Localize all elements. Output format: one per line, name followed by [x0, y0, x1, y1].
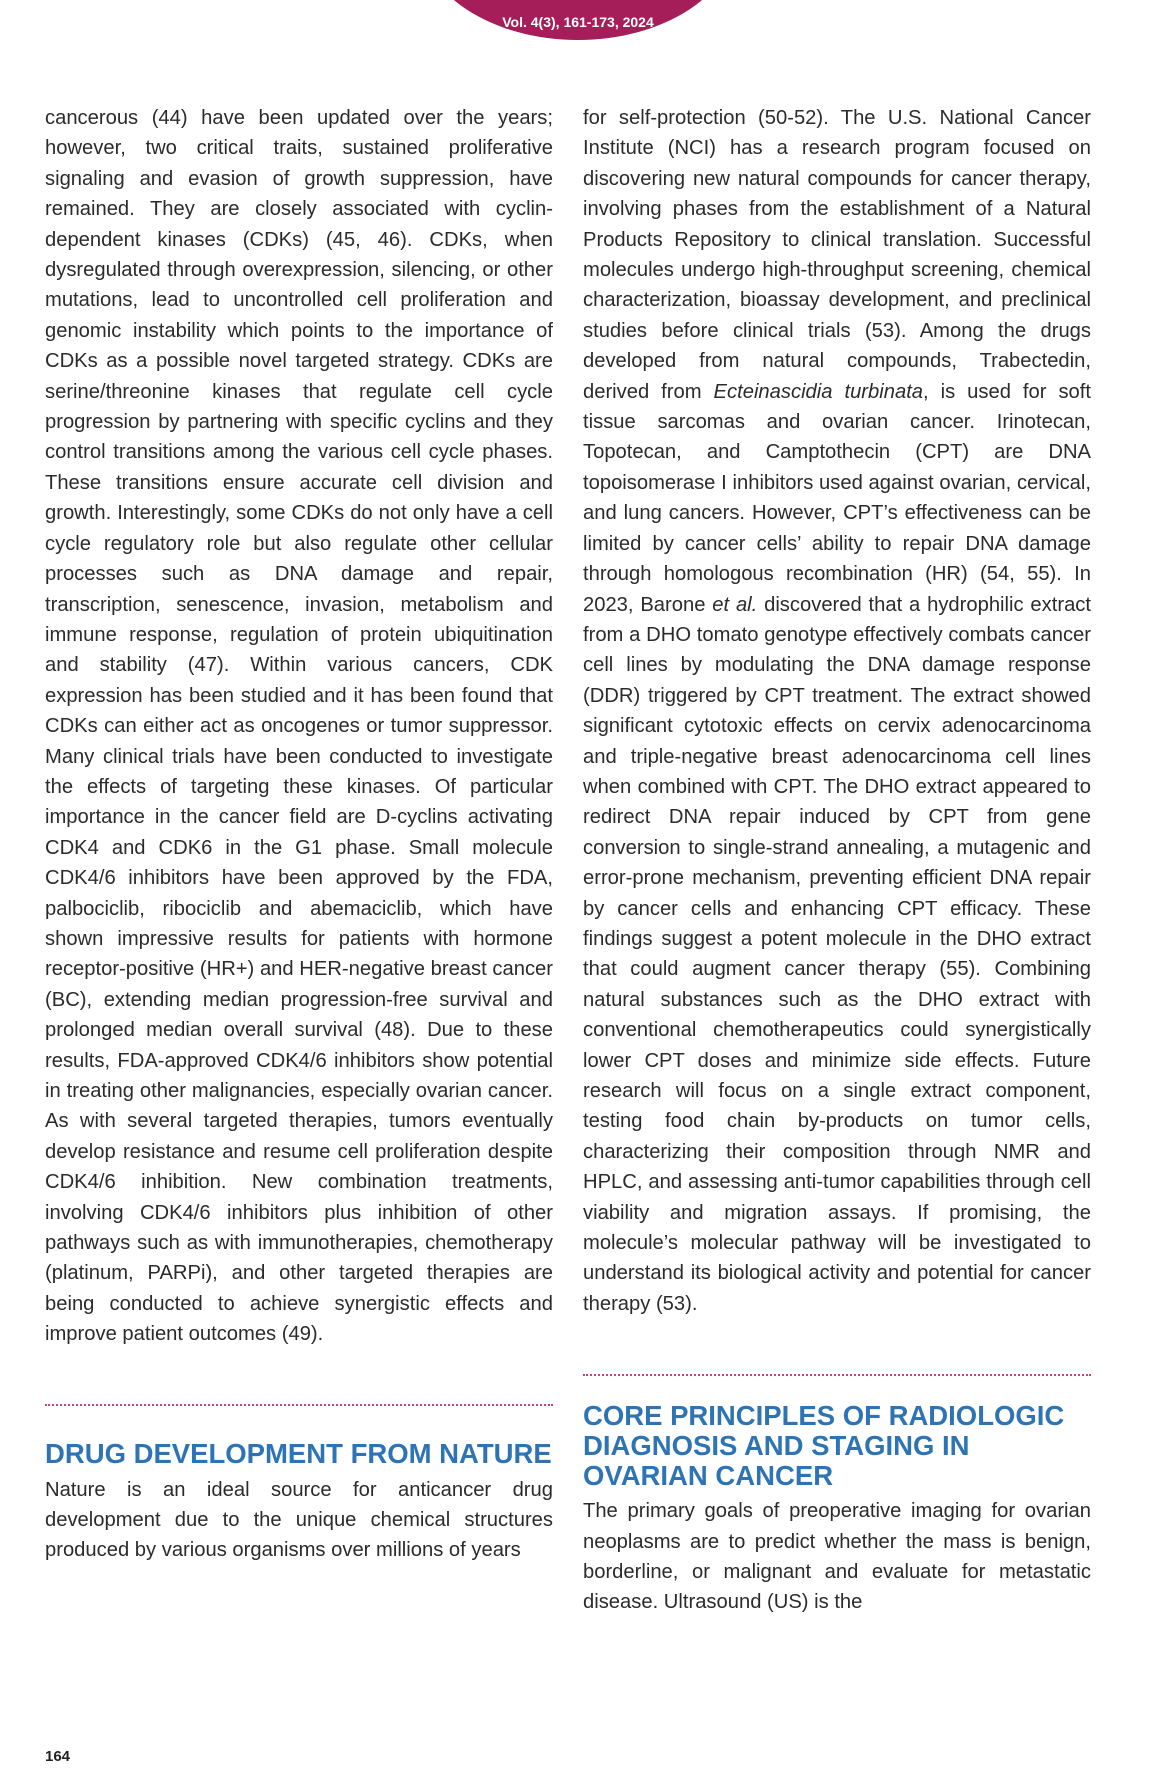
right-paragraph-1	[583, 103, 1091, 1319]
right-paragraph-1-part-b: , is used for soft tissue sarcomas and ovarian cancer. Irinotecan, Topotecan, and Camptothecin (CPT) are DNA topoisomerase I inhibitors used against ovarian, cervical, and lung cancers. However, CPT’s effectiveness can be limited by cancer cells’ ability to repair DNA damage through homologous recombination (HR) (54, 55). In 2023, Barone	[583, 380, 1091, 616]
left-paragraph-1: cancerous (44) have been updated over the years; however, two critical traits, sustained proliferative signaling and evasion of growth suppression, have remained. They are closely associated with cyclin-dependent kinases (CDKs) (45, 46). CDKs, when dysregulated through overexpression, silencing, or other mutations, lead to uncontrolled cell proliferation and genomic instability which points to the importance of CDKs as a possible novel targeted strategy. CDKs are serine/threonine kinases that regulate cell cycle progression by partnering with specific cyclins and they control transitions among the various cell cycle phases. These transitions ensure accurate cell division and growth. Interestingly, some CDKs do not only have a cell cycle regulatory role but also regulate other cellular processes such as DNA damage and repair, transcription, senescence, invasion, metabolism and immune response, regulation of protein ubiquitination and stability (47). Within various cancers, CDK expression has been studied and it has been found that CDKs can either act as oncogenes or tumor suppressor. Many clinical trials have been conducted to investigate the effects of targeting these kinases. Of particular importance in the cancer field are D-cyclins activating CDK4 and CDK6 in the G1 phase. Small molecule CDK4/6 inhibitors have been approved by the FDA, palbociclib, ribociclib and abemaciclib, which have shown impressive results for patients with hormone receptor-positive (HR+) and HER-negative breast cancer (BC), extending median progression-free survival and prolonged median overall survival (48). Due to these results, FDA-approved CDK4/6 inhibitors show potential in treating other malignancies, especially ovarian cancer. As with several targeted therapies, tumors eventually develop resistance and resume cell proliferation despite CDK4/6 inhibition. New combination treatments, involving CDK4/6 inhibitors plus inhibition of other pathways such as with immunotherapies, chemotherapy (platinum, PARPi), and other targeted therapies are being conducted to achieve synergistic effects and improve patient outcomes (49).	[45, 107, 553, 1346]
right-paragraph-1-part-a: for self-protection (50-52). The U.S. National Cancer Institute (NCI) has a research program focused on discovering new natural compounds for cancer therapy, involving phases from the establishment of a Natural Products Repository to clinical translation. Successful molecules undergo high-throughput screening, chemical characterization, bioassay development, and preclinical studies before clinical trials (53). Among the drugs developed from natural compounds, Trabectedin, derived from	[583, 107, 1091, 403]
et-al: et al.	[712, 593, 758, 616]
section-heading-radiologic-diagnosis: CORE PRINCIPLES OF RADIOLOGIC DIAGNOSIS AND STAGING IN OVARIAN CANCER	[583, 1400, 1065, 1492]
right-paragraph-1-part-c: discovered that a hydrophilic extract from a DHO tomato genotype effectively combats cancer cell lines by modulating the DNA damage response (DDR) triggered by CPT treatment. The extract showed significant cytotoxic effects on cervix adenocarcinoma and triple-negative breast adenocarcinoma cell lines when combined with CPT. The DHO extract appeared to redirect DNA repair induced by CPT from gene conversion to single-strand annealing, a mutagenic and error-prone mechanism, preventing efficient DNA repair by cancer cells and enhancing CPT efficacy. These findings suggest a potent molecule in the DHO extract that could augment cancer therapy (55). Combining natural substances such as the DHO extract with conventional chemotherapeutics could synergistically lower CPT doses and minimize side effects. Future research will focus on a single extract component, testing food chain by-products on tumor cells, characterizing their composition through NMR and HPLC, and assessing anti-tumor capabilities through cell viability and migration assays. If promising, the molecule’s molecular pathway will be investigated to understand its biological activity and potential for cancer therapy (53).	[583, 593, 1091, 1315]
species-name: Ecteinascidia turbinata	[713, 380, 924, 403]
section-divider-right	[583, 1374, 1091, 1376]
page-number: 164	[45, 1748, 71, 1765]
section-divider-left	[45, 1404, 553, 1406]
section-heading-drug-development: DRUG DEVELOPMENT FROM NATURE	[45, 1437, 552, 1469]
left-column	[45, 103, 553, 1566]
left-paragraph-2: Nature is an ideal source for anticancer drug development due to the unique chemical structures produced by various organisms over millions of years	[45, 1478, 553, 1562]
journal-reference: Vol. 4(3), 161-173, 2024	[502, 14, 654, 30]
right-column	[583, 103, 1091, 1618]
right-paragraph-2: The primary goals of preoperative imaging for ovarian neoplasms are to predict whether the mass is benign, borderline, or malignant and evaluate for metastatic disease. Ultrasound (US) is the	[583, 1500, 1091, 1614]
